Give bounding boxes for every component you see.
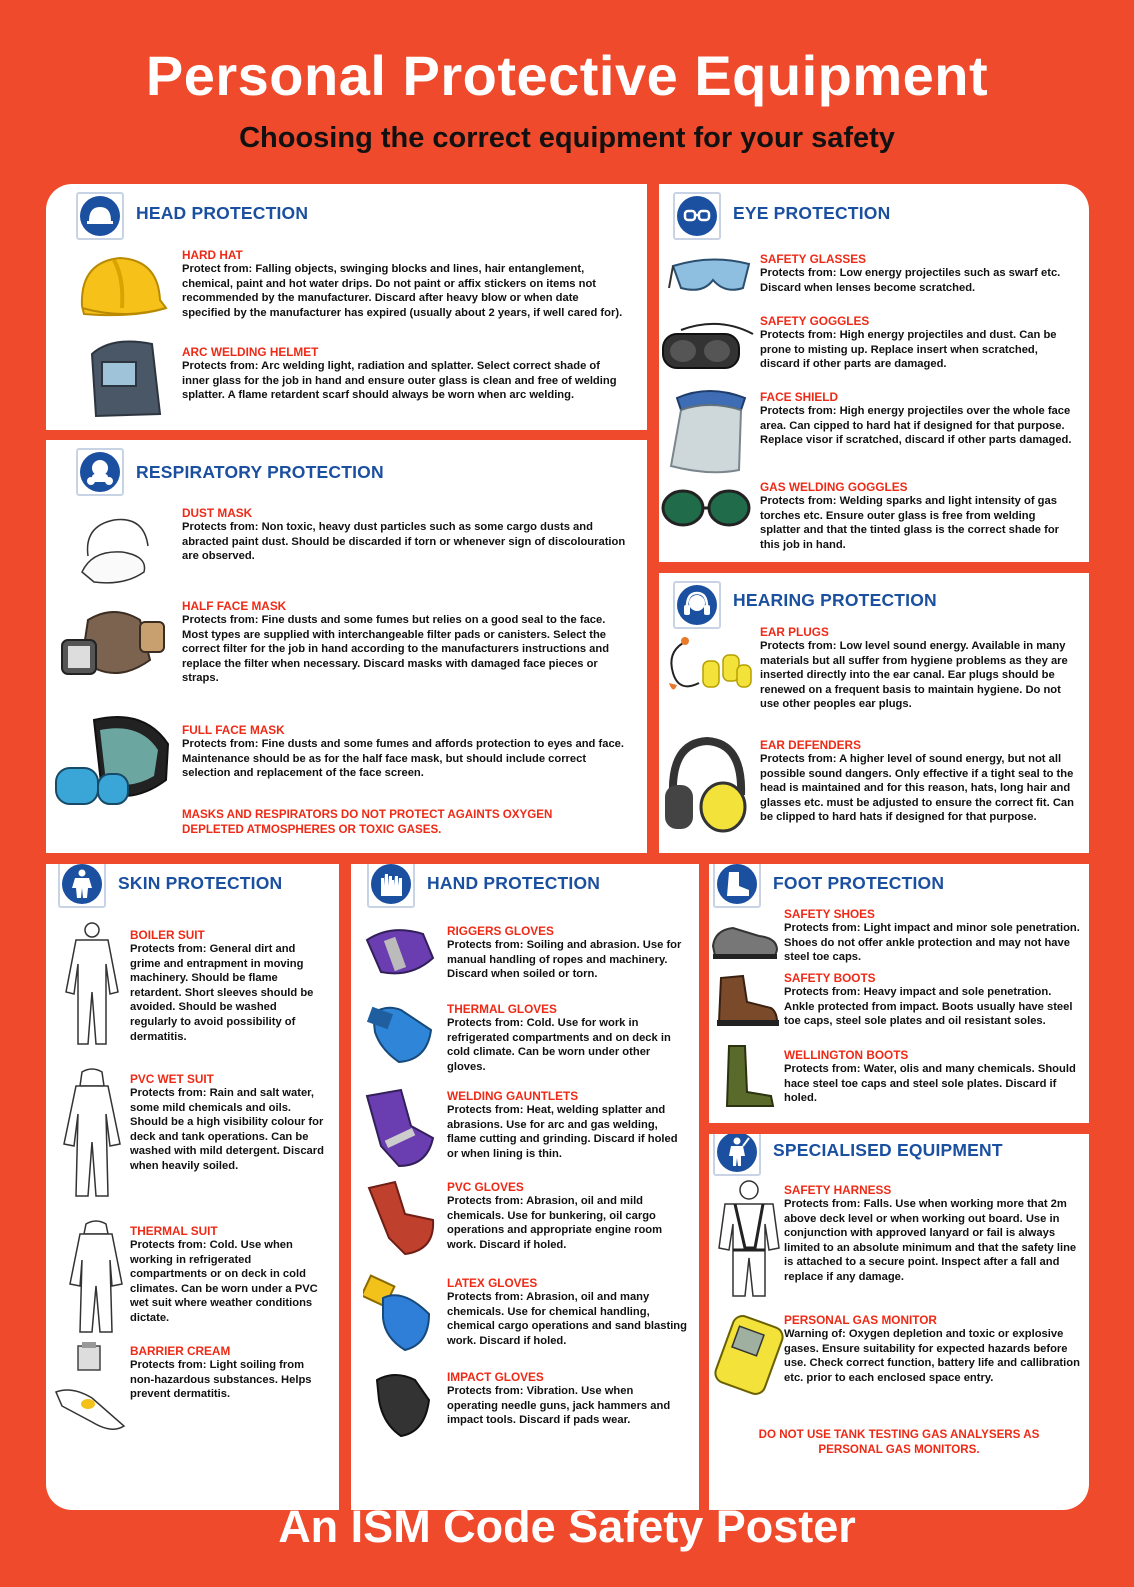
gas-monitor-warning: DO NOT USE TANK TESTING GAS ANALYSERS AS PERSONAL GAS MONITORS. [758, 1428, 1040, 1456]
skin-protection-panel [46, 864, 339, 1510]
item-safety-shoes [784, 907, 1080, 965]
item-desc: Protects from: Soiling and abrasion. Use for manual handling of ropes and machinery. Discard when soiled or torn. [447, 939, 682, 981]
item-latex-gloves [447, 1276, 687, 1348]
item-name: SAFETY SHOES [784, 907, 875, 921]
item-name: FACE SHIELD [760, 390, 838, 404]
item-name: WELLINGTON BOOTS [784, 1048, 909, 1062]
item-barrier-cream [130, 1344, 326, 1402]
ear-plugs-illustration [663, 633, 755, 703]
barrier-cream-illustration [52, 1342, 132, 1436]
item-desc: Protects from: Heat, welding splatter and abrasions. Use for arc and gas welding, flame cutting and grinding. Discard if holed or when lining is thin. [447, 1104, 678, 1160]
hearing-protection-title: HEARING PROTECTION [733, 590, 937, 610]
pvc-gloves-illustration [365, 1180, 441, 1258]
item-desc: Protects from: Arc welding light, radiation and splatter. Select correct shade of inner glass for the job in hand and ensure outer glass is clean and free of welding splatter. A flame retardent scarf should always be worn when arc welding. [182, 360, 617, 402]
hand-protection-panel [351, 864, 699, 1510]
thermal-gloves-illustration [365, 1000, 437, 1068]
hard-hat-illustration [74, 248, 170, 328]
item-personal-gas-monitor [784, 1313, 1080, 1385]
item-name: WELDING GAUNTLETS [447, 1089, 579, 1103]
item-desc: Protects from: Non toxic, heavy dust particles such as some cargo dusts and abracted paint dust. Should be discarded if torn or whenever sign of discolouration are observed. [182, 521, 626, 563]
item-name: PVC GLOVES [447, 1180, 524, 1194]
item-desc: Protects from: Fine dusts and some fumes and affords protection to eyes and face. Maintenance should be as for the half face mask, but should include correct selection and replacement of the face screen. [182, 738, 624, 780]
item-name: LATEX GLOVES [447, 1276, 538, 1290]
item-name: SAFETY GOGGLES [760, 314, 870, 328]
gas-welding-goggles-illustration [659, 484, 755, 532]
respiratory-protection-panel [46, 440, 647, 853]
item-desc: Protects from: General dirt and grime and entrapment in moving machinery. Should be flame retardent. Short sleeves should be avoided. Should be washed regularly to avoid possibility of dermatitis. [130, 943, 314, 1043]
item-desc: Protects from: High energy projectiles and dust. Can be prone to misting up. Replace insert when scratched, discard if other parts are damaged. [760, 329, 1057, 371]
goggles-symbol-icon [673, 192, 721, 240]
hard-hat-symbol-icon [76, 192, 124, 240]
item-desc: Protects from: Light soiling from non-hazardous substances. Helps prevent dermatitis. [130, 1359, 312, 1401]
boiler-suit-illustration [60, 922, 124, 1052]
item-desc: Protects from: Abrasion, oil and many chemicals. Use for chemical handling, chemical cargo operations and sand blasting work. Discard if holed. [447, 1291, 687, 1347]
item-pvc-gloves [447, 1180, 687, 1252]
respirator-symbol-icon [76, 448, 124, 496]
item-name: GAS WELDING GOGGLES [760, 480, 908, 494]
respiratory-protection-title: RESPIRATORY PROTECTION [136, 462, 384, 482]
safety-harness-illustration [711, 1178, 785, 1302]
specialised-equipment-panel [709, 1134, 1089, 1510]
item-name: THERMAL GLOVES [447, 1002, 557, 1016]
item-name: HALF FACE MASK [182, 599, 287, 613]
item-desc: Protects from: Falls. Use when working more that 2m above deck level or when working out board. Use in conjunction with approved lanyard or fail is always limited to an absolute minimum and that the safety line is attached to a secure point. Inspect after a fall and replace if any damage. [784, 1198, 1077, 1283]
item-thermal-suit [130, 1224, 326, 1326]
gas-monitor-illustration [713, 1312, 785, 1396]
item-desc: Protects from: Low energy projectiles such as swarf etc. Discard when lenses become scratched. [760, 267, 1061, 294]
eye-protection-panel [659, 184, 1089, 562]
ear-defender-symbol-icon [673, 581, 721, 629]
item-desc: Protects from: Abrasion, oil and mild chemicals. Use for bunkering, oil cargo operations and appropriate engine room work. Discard if holed. [447, 1195, 663, 1251]
foot-protection-panel [709, 864, 1089, 1123]
item-name: HARD HAT [182, 248, 243, 262]
item-hard-hat [182, 248, 630, 320]
skin-protection-title: SKIN PROTECTION [118, 873, 283, 893]
item-face-shield [760, 390, 1076, 448]
hearing-protection-panel [659, 573, 1089, 853]
boot-symbol-icon [713, 864, 761, 908]
item-desc: Protects from: Fine dusts and some fumes but relies on a good seal to the face. Most types are supplied with interchangeable filter pads or canisters. Select the correct filter for the job in hand according to the manufacturers instructions and replace the filter when necessary. Discard masks with damaged face pieces or straps. [182, 614, 610, 685]
item-desc: Protects from: A higher level of sound energy, but not all possible sound dangers. Only effective if a tight seal to the head is maintained and for this reason, hats, long hair and glasses etc. must be adjusted to ensure the correct fit. Can be clipped to hard hats if designed for that purpose. [760, 753, 1074, 824]
item-full-face-mask [182, 723, 632, 781]
item-name: SAFETY GLASSES [760, 252, 866, 266]
item-welding-gauntlets [447, 1089, 687, 1161]
full-face-mask-illustration [54, 710, 174, 812]
item-desc: Protects from: Welding sparks and light intensity of gas torches etc. Ensure outer glass is free from welding splatter and that the tinted glass is the correct shade for this job in hand. [760, 495, 1060, 551]
overalls-symbol-icon [58, 864, 106, 908]
item-safety-boots [784, 971, 1080, 1029]
item-thermal-gloves [447, 1002, 687, 1074]
item-ear-plugs [760, 625, 1076, 712]
item-name: FULL FACE MASK [182, 723, 285, 737]
poster-footer: An ISM Code Safety Poster [278, 1501, 856, 1552]
item-name: EAR PLUGS [760, 625, 829, 639]
gloves-symbol-icon [367, 864, 415, 908]
item-name: ARC WELDING HELMET [182, 345, 319, 359]
item-desc: Protect from: Falling objects, swinging blocks and lines, hair entanglement, chemical, paint and hot water drips. Do not paint or affix stickers on items not recommended by the manufacturer. Discard after heavy blow or when date specified by the manufacturer has expired (usually about 2 years, if well cared for). [182, 263, 623, 319]
head-protection-title: HEAD PROTECTION [136, 203, 309, 223]
item-name: BOILER SUIT [130, 928, 205, 942]
welding-helmet-illustration [82, 334, 168, 420]
face-shield-illustration [665, 384, 755, 474]
safety-boots-illustration [711, 972, 781, 1032]
item-wellington-boots [784, 1048, 1080, 1106]
item-impact-gloves [447, 1370, 687, 1428]
item-safety-glasses [760, 252, 1076, 295]
wellington-boots-illustration [721, 1042, 779, 1112]
item-desc: Protects from: Cold. Use when working in refrigerated compartments or on deck in cold climates. Can be worn under a PVC wet suit where weather conditions dictate. [130, 1239, 318, 1324]
item-desc: Protects from: Vibration. Use when operating needle guns, jack hammers and impact tools. Discard if pads wear. [447, 1385, 671, 1427]
safety-shoes-illustration [709, 916, 781, 962]
specialised-equipment-title: SPECIALISED EQUIPMENT [773, 1140, 1003, 1160]
item-pvc-wet-suit [130, 1072, 326, 1174]
item-name: SAFETY HARNESS [784, 1183, 892, 1197]
poster-subtitle: Choosing the correct equipment for your safety [239, 122, 895, 154]
item-desc: Protects from: Cold. Use for work in refrigerated compartments and on deck in cold climate. Can be worn under other gloves. [447, 1017, 671, 1073]
item-name: EAR DEFENDERS [760, 738, 861, 752]
poster-title: Personal Protective Equipment [145, 44, 989, 107]
pvc-wet-suit-illustration [60, 1068, 124, 1202]
foot-protection-title: FOOT PROTECTION [773, 873, 945, 893]
item-desc: Protects from: Water, olis and many chemicals. Should hace steel toe caps and steel sole plates. Discard if holed. [784, 1063, 1076, 1105]
half-face-mask-illustration [58, 600, 170, 696]
item-desc: Protects from: Heavy impact and sole penetration. Ankle protected from impact. Boots usually have steel toe caps, steel sole plates and oil resistant soles. [784, 986, 1073, 1028]
item-name: SAFETY BOOTS [784, 971, 876, 985]
impact-gloves-illustration [371, 1370, 435, 1442]
item-dust-mask [182, 506, 632, 564]
item-desc: Warning of: Oxygen depletion and toxic or explosive gases. Ensure suitability for expected hazards before use. Check correct function, battery life and callibration etc. prior to each enclosed space entry. [784, 1328, 1080, 1384]
ear-defenders-illustration [661, 735, 753, 835]
riggers-gloves-illustration [361, 920, 439, 982]
item-safety-goggles [760, 314, 1076, 372]
safety-goggles-illustration [659, 314, 757, 376]
eye-protection-title: EYE PROTECTION [733, 203, 891, 223]
item-ear-defenders [760, 738, 1076, 825]
item-desc: Protects from: Low level sound energy. Available in many materials but all suffer from hygiene problems as they are inserted directly into the ear canal. Ear plugs should be renewed on a frequent basis to maintain hygiene. Do not use other peoples ear plugs. [760, 640, 1068, 711]
item-name: RIGGERS GLOVES [447, 924, 554, 938]
item-desc: Protects from: High energy projectiles over the whole face area. Can cipped to hard hat if designed for that purpose. Replace visor if scratched, discard if other parts damaged. [760, 405, 1072, 447]
respiratory-warning: MASKS AND RESPIRATORS DO NOT PROTECT AGAINTS OXYGEN DEPLETED ATMOSPHERES OR TOXIC GASES. [182, 808, 553, 836]
item-desc: Protects from: Light impact and minor sole penetration. Shoes do not offer ankle protection and may not have steel toe caps. [784, 922, 1080, 964]
item-gas-welding-goggles [760, 480, 1076, 552]
item-name: THERMAL SUIT [130, 1224, 218, 1238]
head-protection-panel [46, 184, 647, 430]
item-half-face-mask [182, 599, 632, 686]
item-safety-harness [784, 1183, 1080, 1285]
welding-gauntlets-illustration [361, 1086, 439, 1170]
item-desc: Protects from: Rain and salt water, some mild chemicals and oils. Should be a high visibility colour for deck and tank operations. Can be washed with mild detergent. Discard when heavily soiled. [130, 1087, 324, 1172]
dust-mask-illustration [74, 506, 158, 586]
safety-glasses-illustration [667, 244, 755, 304]
item-name: DUST MASK [182, 506, 253, 520]
item-riggers-gloves [447, 924, 687, 982]
item-name: PERSONAL GAS MONITOR [784, 1313, 937, 1327]
thermal-suit-illustration [66, 1220, 126, 1338]
item-name: IMPACT GLOVES [447, 1370, 544, 1384]
item-arc-welding-helmet [182, 345, 630, 403]
item-boiler-suit [130, 928, 326, 1044]
item-name: BARRIER CREAM [130, 1344, 231, 1358]
item-name: PVC WET SUIT [130, 1072, 214, 1086]
hand-protection-title: HAND PROTECTION [427, 873, 601, 893]
harness-symbol-icon [713, 1134, 761, 1176]
latex-gloves-illustration [363, 1274, 439, 1354]
